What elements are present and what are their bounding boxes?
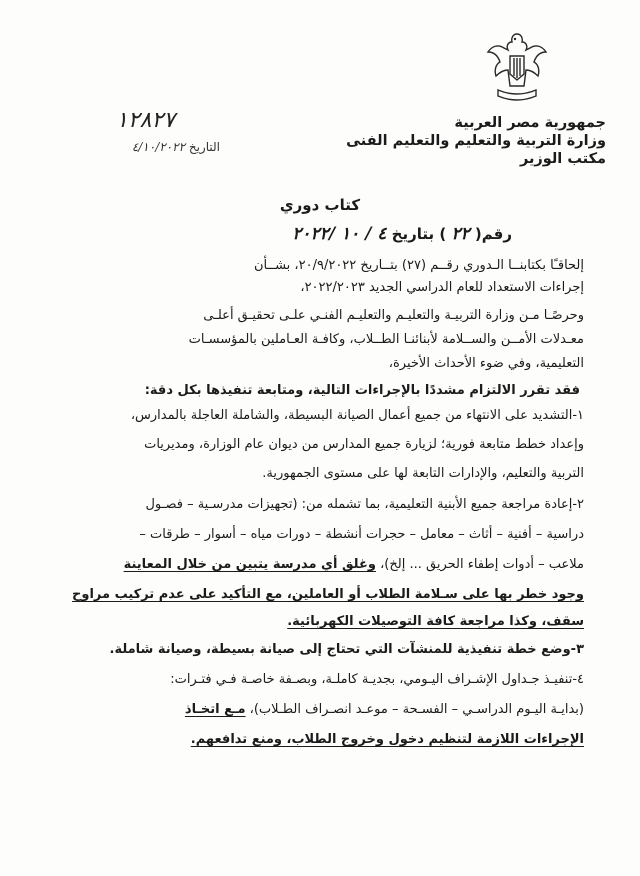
intro-line-1: إلحاقـًا بكتابنــا الـدوري رقــم (٢٧) بتــاريخ ٢٠/٩/٢٠٢٢، بشــأن xyxy=(253,258,584,273)
item2-line-3 xyxy=(124,557,584,572)
circular-number: ٢٢ xyxy=(451,224,470,244)
reference-number: ١٢٨٢٧ xyxy=(116,108,176,133)
ministry-header xyxy=(346,114,606,168)
org-line-office: مكتب الوزير xyxy=(519,151,606,167)
item4-line-2 xyxy=(185,702,584,717)
eagle-emblem-icon xyxy=(484,28,550,108)
circular-date-label: ) بتاريخ xyxy=(391,225,447,243)
item2-line-2: دراسية – أفنية – أثاث – معامل – حجرات أنشطة – دورات مياه – أسوار – طرقات – xyxy=(139,527,584,542)
care-line-3: التعليمية، وفي ضوء الأحداث الأخيرة، xyxy=(388,356,584,371)
document-title: كتاب دوري xyxy=(279,196,361,214)
intro-line-2: إجراءات الاستعداد للعام الدراسي الجديد ٢٠٢٢/٢٠٢٣، xyxy=(300,280,584,295)
org-line-country: جمهورية مصر العربية xyxy=(454,115,606,131)
item2-line-3-plain: ملاعب – أدوات إطفاء الحريق ... إلخ)، xyxy=(375,557,584,572)
care-line-1: وحرصًـا مـن وزارة التربيـة والتعليـم والتعليـم الفنـي علـى تحقيـق أعلـى xyxy=(203,308,584,323)
decision-line: فقد تقرر الالتزام مشددًا بالإجراءات التالية، ومتابعة تنفيذها بكل دقة: xyxy=(144,383,580,398)
item3-line-1: ٣-وضع خطة تنفيذية للمنشآت التي تحتاج إلى صيانة بسيطة، وصيانة شاملة. xyxy=(109,642,584,657)
circular-date: ٤ / ١٠ /٢٠٢٢ xyxy=(292,224,387,244)
item2-line-3-underlined: وغلق أي مدرسة يتبين من خلال المعاينة xyxy=(123,557,376,572)
item4-line-2-plain: (بدايـة اليـوم الدراسـي – الفسـحة – موعـد انصـراف الطـلاب)، xyxy=(245,702,584,717)
item4-line-2-underlined: مـع اتخـاذ xyxy=(184,702,246,717)
circular-number-label: رقم( xyxy=(474,225,512,243)
item2-line-5: سقف، وكذا مراجعة كافة التوصيلات الكهربائية. xyxy=(287,614,584,629)
item1-line-2: وإعداد خطط متابعة فورية؛ لزيارة جميع المدارس من ديوان عام الوزارة، ومديريات xyxy=(144,437,584,452)
item4-line-1: ٤-تنفيـذ جـداول الإشـراف اليـومي، بجديـة كاملـة، وبصـفة خاصـة فـي فتـرات: xyxy=(170,672,584,687)
issue-date xyxy=(100,140,220,154)
item4-line-3: الإجراءات اللازمة لتنظيم دخول وخروج الطلاب، ومنع تدافعهم. xyxy=(190,732,584,747)
org-line-ministry: وزارة التربية والتعليم والتعليم الفنى xyxy=(346,133,606,149)
item1-line-1: ١-التشديد على الانتهاء من جميع أعمال الصيانة البسيطة، والشاملة العاجلة بالمدارس، xyxy=(130,408,584,423)
item2-line-4: وجود خطر بها على سـلامة الطلاب أو العاملين، مع التأكيد على عدم تركيب مراوح xyxy=(72,587,584,602)
issue-date-value: ٤/١٠/٢٠٢٢ xyxy=(131,140,186,154)
circular-number-line xyxy=(292,224,512,244)
issue-date-label: التاريخ xyxy=(188,140,220,154)
item2-line-1: ٢-إعادة مراجعة جميع الأبنية التعليمية، بما تشمله من: (تجهيزات مدرسـية – فصـول xyxy=(145,497,584,512)
care-line-2: معـدلات الأمــن والســلامة لأبنائنـا الطــلاب، وكافـة العـاملين بالمؤسسـات xyxy=(188,332,584,347)
item1-line-3: التربية والتعليم، والإدارات التابعة لها على مستوى الجمهورية. xyxy=(262,466,584,481)
